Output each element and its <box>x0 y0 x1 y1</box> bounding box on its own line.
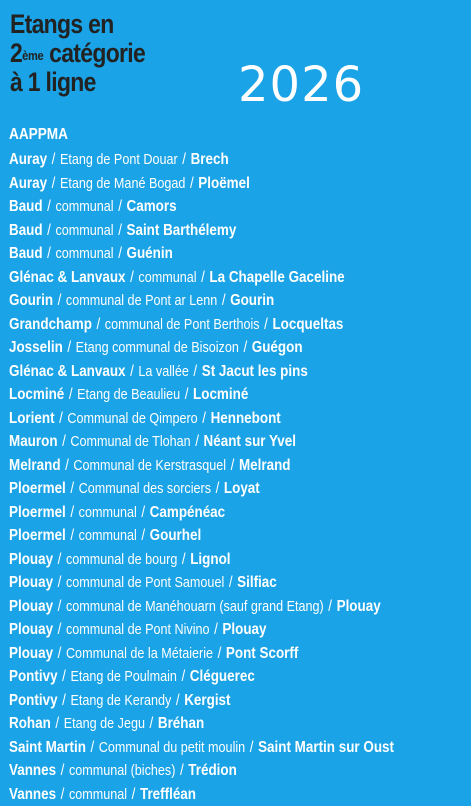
aappma-name: Rohan <box>9 715 51 732</box>
ponds-list <box>9 148 467 806</box>
pond-location: communal de Pont ar Lenn <box>65 292 218 309</box>
commune-name: Silfiac <box>237 574 277 591</box>
aappma-name: Melrand <box>9 456 61 474</box>
aappma-name: Plouay <box>9 621 54 638</box>
aappma-name: Plouay <box>9 597 54 615</box>
commune-name: Lignol <box>190 550 231 568</box>
commune-name: Hennebont <box>210 409 281 427</box>
aappma-name: Baud <box>9 198 43 215</box>
commune-name: Saint Martin sur Oust <box>258 738 394 756</box>
pond-location: communal de bourg <box>65 550 178 568</box>
title-ordinal-suffix: ème <box>22 48 44 63</box>
commune-name: Pont Scorff <box>225 644 299 662</box>
pond-location: communal <box>78 503 137 521</box>
list-item: Ploermel / Communal des sorciers / Loyat <box>9 480 260 497</box>
list-item: Rohan / Etang de Jegu / Bréhan <box>9 715 205 732</box>
pond-location: Etang de Beaulieu <box>77 386 181 403</box>
pond-location: communal de Pont Samouel <box>65 574 225 591</box>
title-line-1: Etangs en <box>10 9 114 39</box>
pond-location: Etang de Kerandy <box>70 691 172 709</box>
title-line-2 <box>10 39 145 68</box>
page-title <box>10 10 145 97</box>
aappma-name: Plouay <box>9 574 54 591</box>
aappma-name: Pontivy <box>9 691 58 709</box>
pond-location: communal <box>68 785 128 803</box>
list-item: Saint Martin / Communal du petit moulin / Saint Martin sur Oust <box>9 738 394 756</box>
aappma-name: Vannes <box>9 762 57 779</box>
list-item: Plouay / communal de Manéhouarn (sauf grand Etang) / Plouay <box>9 597 381 615</box>
pond-location: Communal de la Métaierie <box>65 644 214 662</box>
list-item: Vannes / communal (biches) / Trédion <box>9 762 237 779</box>
commune-name: La Chapelle Gaceline <box>209 268 345 286</box>
pond-location: communal (biches) <box>68 762 176 779</box>
list-item: Baud / communal / Saint Barthélemy <box>9 221 237 239</box>
commune-name: Saint Barthélemy <box>126 221 237 239</box>
list-item: Pontivy / Etang de Poulmain / Cléguerec <box>9 668 255 685</box>
list-item: Plouay / communal de Pont Samouel / Silfiac <box>9 574 277 591</box>
aappma-name: Lorient <box>9 409 55 427</box>
pond-location: communal <box>78 527 137 544</box>
pond-location: Communal des sorciers <box>78 480 212 497</box>
pond-location: communal <box>55 198 114 215</box>
list-item: Grandchamp / communal de Pont Berthois / Locqueltas <box>9 315 344 333</box>
pond-location: Communal du petit moulin <box>98 738 246 756</box>
aappma-name: Ploermel <box>9 480 66 497</box>
commune-name: Plouay <box>336 597 381 615</box>
aappma-name: Josselin <box>9 339 63 356</box>
aappma-name: Pontivy <box>9 668 58 685</box>
list-item: Locminé / Etang de Beaulieu / Locminé <box>9 386 249 403</box>
pond-location: communal <box>55 245 114 262</box>
commune-name: Guégon <box>251 339 303 356</box>
list-item: Baud / communal / Guénin <box>9 245 173 262</box>
commune-name: Locminé <box>193 386 249 403</box>
commune-name: Bréhan <box>157 715 205 732</box>
commune-name: Ploëmel <box>198 174 250 192</box>
list-item: Auray / Etang de Mané Bogad / Ploëmel <box>9 174 250 192</box>
list-item: Ploermel / communal / Gourhel <box>9 527 202 544</box>
pond-location: communal de Pont Berthois <box>104 315 260 333</box>
aappma-name: Glénac & Lanvaux <box>9 268 126 286</box>
commune-name: Campénéac <box>149 503 226 521</box>
pond-location: communal <box>138 268 197 286</box>
list-item: Plouay / communal de bourg / Lignol <box>9 550 231 568</box>
aappma-name: Auray <box>9 151 48 168</box>
aappma-name: Vannes <box>9 785 57 803</box>
commune-name: Néant sur Yvel <box>203 433 296 450</box>
list-item: Mauron / Communal de Tlohan / Néant sur Yvel <box>9 433 296 450</box>
commune-name: Plouay <box>222 621 267 638</box>
list-item: Glénac & Lanvaux / La vallée / St Jacut les pins <box>9 362 308 380</box>
commune-name: Locqueltas <box>272 315 344 333</box>
list-item: Melrand / Communal de Kerstrasquel / Melrand <box>9 456 291 474</box>
aappma-name: Locminé <box>9 386 65 403</box>
year-label: 2026 <box>238 57 365 113</box>
aappma-name: Baud <box>9 245 43 262</box>
commune-name: Cléguerec <box>189 668 255 685</box>
aappma-name: Glénac & Lanvaux <box>9 362 126 380</box>
commune-name: Brech <box>190 151 229 168</box>
commune-name: Trédion <box>188 762 237 779</box>
pond-location: Etang de Poulmain <box>70 668 177 685</box>
aappma-name: Baud <box>9 221 43 239</box>
pond-location: Etang de Mané Bogad <box>59 174 186 192</box>
pond-location: Etang communal de Bisoizon <box>75 339 239 356</box>
commune-name: St Jacut les pins <box>201 362 308 380</box>
aappma-name: Ploermel <box>9 503 66 521</box>
aappma-name: Plouay <box>9 644 54 662</box>
list-item: Baud / communal / Camors <box>9 198 177 215</box>
pond-location: communal de Manéhouarn (sauf grand Etang) <box>65 597 324 615</box>
pond-location: communal <box>55 221 114 239</box>
title-ordinal-number: 2 <box>10 38 23 68</box>
commune-name: Treffléan <box>139 785 196 803</box>
list-item: Vannes / communal / Treffléan <box>9 785 196 803</box>
aappma-name: Plouay <box>9 550 54 568</box>
aappma-name: Grandchamp <box>9 315 92 333</box>
aappma-name: Ploermel <box>9 527 66 544</box>
list-item: Auray / Etang de Pont Douar / Brech <box>9 151 229 168</box>
aappma-name: Auray <box>9 174 48 192</box>
pond-location: communal de Pont Nivino <box>65 621 210 638</box>
pond-location: Communal de Tlohan <box>70 433 191 450</box>
pond-location: La vallée <box>138 362 189 380</box>
pond-location: Etang de Pont Douar <box>59 151 178 168</box>
list-item: Josselin / Etang communal de Bisoizon / Guégon <box>9 339 303 356</box>
pond-location: Communal de Qimpero <box>67 409 198 427</box>
commune-name: Camors <box>126 198 177 215</box>
commune-name: Gourhel <box>149 527 202 544</box>
list-item: Plouay / communal de Pont Nivino / Plouay <box>9 621 267 638</box>
title-line-3: à 1 ligne <box>10 67 96 97</box>
title-category-word: catégorie <box>43 38 146 68</box>
list-item: Gourin / communal de Pont ar Lenn / Gourin <box>9 292 275 309</box>
aappma-name: Saint Martin <box>9 738 86 756</box>
commune-name: Melrand <box>238 456 291 474</box>
commune-name: Kergist <box>184 691 231 709</box>
list-item: Glénac & Lanvaux / communal / La Chapelle Gaceline <box>9 268 345 286</box>
aappma-name: Gourin <box>9 292 54 309</box>
list-item: Ploermel / communal / Campénéac <box>9 503 226 521</box>
pond-location: Etang de Jegu <box>63 715 145 732</box>
pond-location: Communal de Kerstrasquel <box>73 456 227 474</box>
commune-name: Guénin <box>126 245 173 262</box>
list-item: Pontivy / Etang de Kerandy / Kergist <box>9 691 231 709</box>
list-item: Lorient / Communal de Qimpero / Hennebont <box>9 409 281 427</box>
list-item: Plouay / Communal de la Métaierie / Pont Scorff <box>9 644 299 662</box>
commune-name: Gourin <box>230 292 275 309</box>
aappma-name: Mauron <box>9 433 58 450</box>
commune-name: Loyat <box>223 480 260 497</box>
column-header-aappma: AAPPMA <box>9 126 68 143</box>
